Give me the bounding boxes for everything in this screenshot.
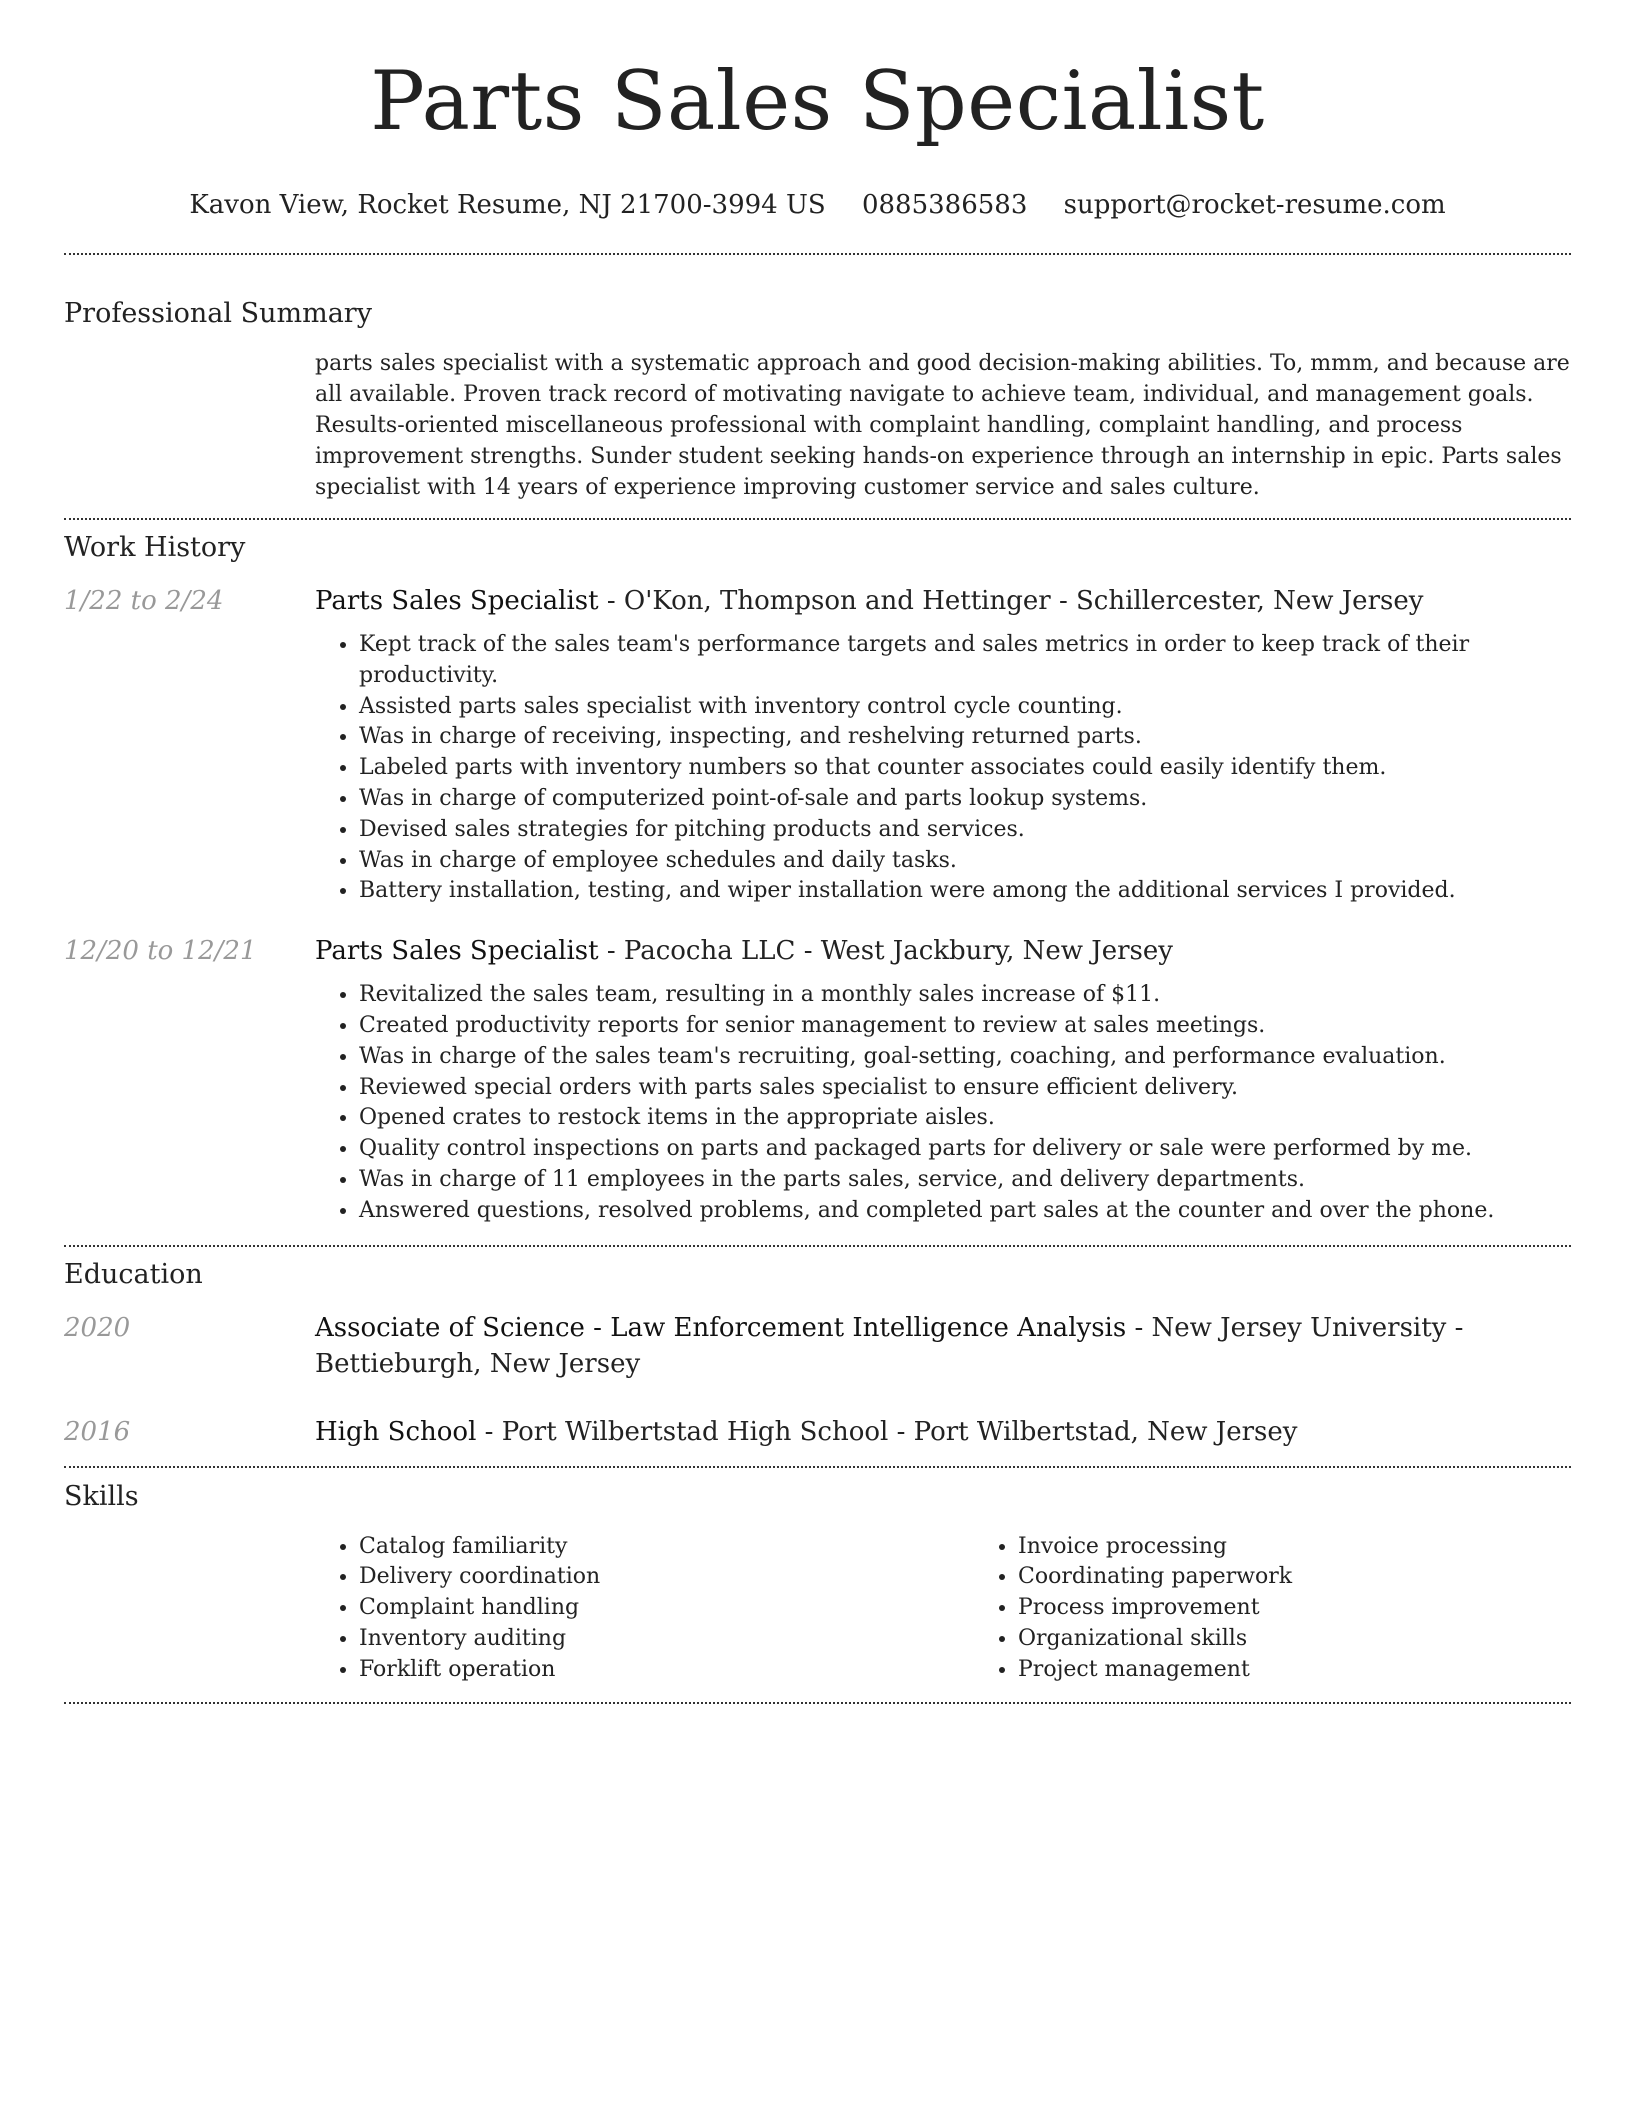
- divider: [64, 1466, 1571, 1468]
- education-heading: [315, 1414, 1571, 1450]
- education-entry: [64, 1310, 1571, 1382]
- skills-row: [64, 1532, 1571, 1686]
- resume-page: [64, 0, 1571, 1704]
- list-item: • Was in charge of employee schedules and daily tasks.: [359, 846, 1571, 877]
- list-item: • Battery installation, testing, and wiper installation were among the additional services I provided.: [359, 876, 1571, 907]
- education-year: 2020: [64, 1312, 131, 1343]
- list-item: • Answered questions, resolved problems, and completed part sales at the counter and over the phone.: [359, 1196, 1571, 1227]
- divider: [64, 1245, 1571, 1247]
- education-degree: High School: [315, 1416, 477, 1447]
- summary-text: parts sales specialist with a systematic approach and good decision-making abilities. To, mmm, and because are all available. Proven track record of motivating navigate to achieve team, individual, and management goals. Results-oriented miscellaneous professional with complaint handling, complaint handling, and process improvement strengths. Sunder student seeking hands-on experience through an internship in epic. Parts sales specialist with 14 years of experience improving customer service and sales culture.: [315, 351, 1570, 500]
- skills-columns: [315, 1532, 1632, 1686]
- list-item: • Kept track of the sales team's performance targets and sales metrics in order to keep track of their productivity.: [359, 630, 1571, 692]
- skill-item: • Forklift operation: [359, 1655, 974, 1686]
- job-entry: [64, 933, 1571, 1226]
- contact-line: [64, 190, 1571, 220]
- list-item: • Reviewed special orders with parts sales specialist to ensure efficient delivery.: [359, 1073, 1571, 1104]
- section-title-summary: Professional Summary: [64, 298, 372, 329]
- skill-item: • Organizational skills: [1018, 1624, 1632, 1655]
- education-degree: Associate of Science - Law Enforcement Intelligence Analysis: [315, 1312, 1127, 1343]
- section-title-work-history: Work History: [64, 532, 246, 563]
- education-heading: [315, 1310, 1571, 1382]
- summary-row: [64, 348, 1571, 503]
- job-entry: [64, 583, 1571, 907]
- list-item: • Was in charge of 11 employees in the parts sales, service, and delivery departments.: [359, 1165, 1571, 1196]
- list-item: • Devised sales strategies for pitching products and services.: [359, 815, 1571, 846]
- list-item: • Labeled parts with inventory numbers so that counter associates could easily identify them.: [359, 753, 1571, 784]
- list-item: • Revitalized the sales team, resulting in a monthly sales increase of $11.: [359, 980, 1571, 1011]
- list-item: • Quality control inspections on parts and packaged parts for delivery or sale were performed by me.: [359, 1134, 1571, 1165]
- education-year: 2016: [64, 1416, 131, 1447]
- education-details: - New Jersey University - Bettieburgh, New Jersey: [315, 1312, 1464, 1379]
- list-item: • Was in charge of the sales team's recruiting, goal-setting, coaching, and performance evaluation.: [359, 1042, 1571, 1073]
- skills-list-right: [974, 1532, 1632, 1686]
- list-item: • Assisted parts sales specialist with inventory control cycle counting.: [359, 692, 1571, 723]
- skills-list-left: [315, 1532, 974, 1686]
- skill-item: • Inventory auditing: [359, 1624, 974, 1655]
- job-position: Parts Sales Specialist: [315, 586, 599, 616]
- skill-item: • Process improvement: [1018, 1593, 1632, 1624]
- section-title-skills: Skills: [64, 1480, 139, 1512]
- job-dates: 1/22 to 2/24: [64, 586, 224, 616]
- list-item: • Was in charge of receiving, inspecting, and reshelving returned parts.: [359, 722, 1571, 753]
- skill-item: • Invoice processing: [1018, 1532, 1632, 1563]
- contact-phone: 0885386583: [861, 190, 1028, 220]
- contact-email: support@rocket-resume.com: [1063, 190, 1446, 220]
- job-position: Parts Sales Specialist: [315, 936, 599, 967]
- skill-item: • Delivery coordination: [359, 1562, 974, 1593]
- skill-item: • Coordinating paperwork: [1018, 1562, 1632, 1593]
- job-bullets: [315, 980, 1571, 1226]
- education-entry: [64, 1414, 1571, 1450]
- contact-address: Kavon View, Rocket Resume, NJ 21700-3994 US: [189, 190, 826, 220]
- skill-item: • Catalog familiarity: [359, 1532, 974, 1563]
- skill-item: • Complaint handling: [359, 1593, 974, 1624]
- divider: [64, 518, 1571, 520]
- resume-name: Parts Sales Specialist: [370, 55, 1265, 149]
- job-dates: 12/20 to 12/21: [64, 936, 257, 967]
- job-heading: [315, 583, 1571, 619]
- list-item: • Opened crates to restock items in the appropriate aisles.: [359, 1103, 1571, 1134]
- divider: [64, 253, 1571, 255]
- job-bullets: [315, 630, 1571, 907]
- skill-item: • Project management: [1018, 1655, 1632, 1686]
- education-details: - Port Wilbertstad High School - Port Wilbertstad, New Jersey: [476, 1416, 1298, 1447]
- section-title-education: Education: [64, 1258, 203, 1290]
- divider: [64, 1702, 1571, 1704]
- job-details: - Pacocha LLC - West Jackbury, New Jersey: [598, 936, 1173, 967]
- list-item: • Was in charge of computerized point-of-sale and parts lookup systems.: [359, 784, 1571, 815]
- job-details: - O'Kon, Thompson and Hettinger - Schillercester, New Jersey: [598, 586, 1424, 616]
- job-heading: [315, 933, 1571, 969]
- list-item: • Created productivity reports for senior management to review at sales meetings.: [359, 1011, 1571, 1042]
